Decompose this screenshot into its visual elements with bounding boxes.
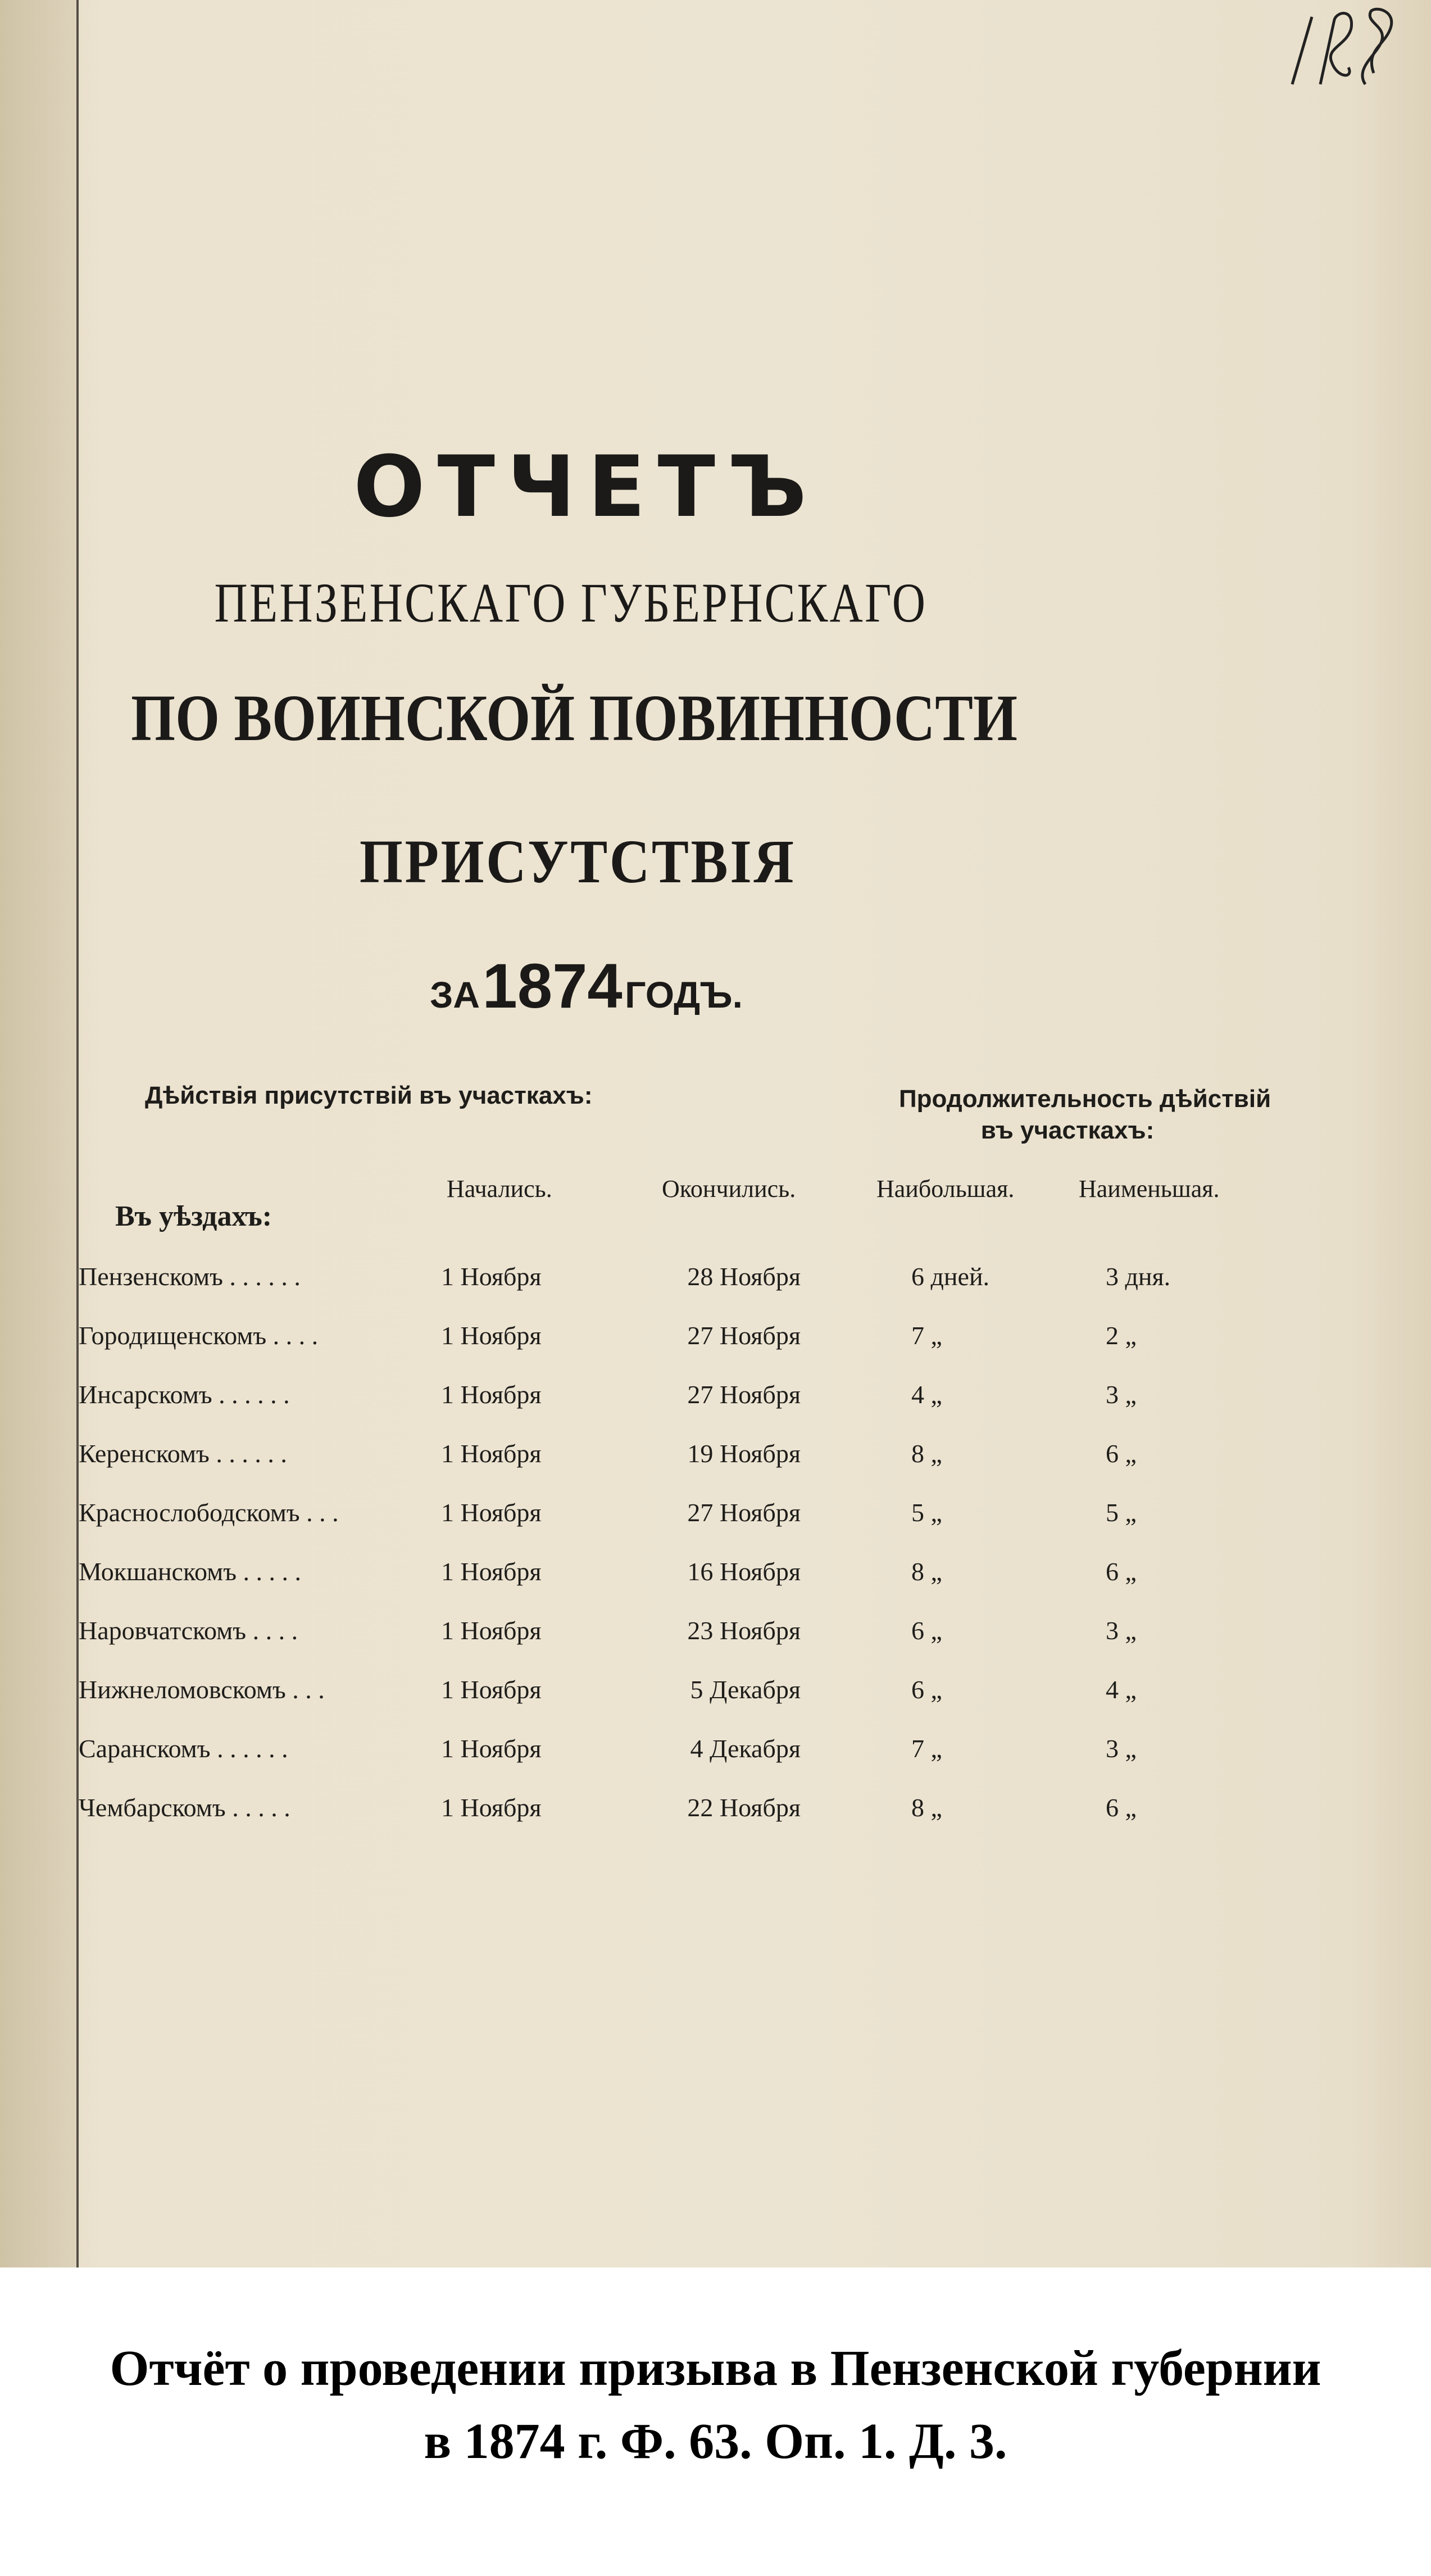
- start-date: 1 Ноября: [441, 1675, 542, 1704]
- caption-line-1: Отчёт о проведении призыва в Пензенской губернии: [110, 2341, 1321, 2396]
- start-date: 1 Ноября: [441, 1262, 542, 1291]
- longest-duration: 6 „: [911, 1675, 942, 1704]
- title-line-2: ПЕНЗЕНСКАГО ГУБЕРНСКАГО: [214, 572, 928, 634]
- end-date: 27 Ноября: [687, 1321, 801, 1350]
- district-name: Городищенскомъ . . . .: [79, 1321, 319, 1350]
- longest-duration: 8 „: [911, 1793, 942, 1822]
- districts-heading: Въ уѣздахъ:: [115, 1200, 272, 1232]
- duration-heading-line2: въ участкахъ:: [980, 1117, 1155, 1144]
- start-date: 1 Ноября: [441, 1321, 542, 1350]
- binding-edge-line: [76, 0, 79, 2267]
- end-date: 16 Ноября: [687, 1557, 801, 1586]
- table-row: [0, 1616, 1431, 1661]
- table-row: [0, 1262, 1431, 1307]
- district-name: Наровчатскомъ . . . .: [79, 1616, 298, 1645]
- shortest-duration: 5 „: [1106, 1498, 1137, 1527]
- district-name: Краснослободскомъ . . .: [79, 1498, 339, 1527]
- shortest-duration: 6 „: [1106, 1439, 1137, 1468]
- longest-duration: 7 „: [911, 1321, 942, 1350]
- actions-heading: Дѣйствія присутствій въ участкахъ:: [145, 1082, 593, 1109]
- title-line-4: ПРИСУТСТВІЯ: [359, 827, 796, 896]
- longest-duration: 5 „: [911, 1498, 942, 1527]
- district-name: Чембарскомъ . . . . .: [79, 1793, 290, 1822]
- shortest-duration: 3 „: [1106, 1380, 1137, 1409]
- column-header-shortest: Наименьшая.: [1079, 1175, 1220, 1203]
- longest-duration: 6 „: [911, 1616, 942, 1645]
- end-date: 22 Ноября: [687, 1793, 801, 1822]
- year-value: 1874: [482, 951, 623, 1021]
- end-date: 27 Ноября: [687, 1498, 801, 1527]
- binding-margin: [0, 0, 76, 2267]
- end-date: 4 Декабря: [690, 1734, 801, 1763]
- title-year-line: [0, 950, 1302, 1022]
- district-name: Инсарскомъ . . . . . .: [79, 1380, 290, 1409]
- table-row: [0, 1734, 1431, 1779]
- end-date: 28 Ноября: [687, 1262, 801, 1291]
- table-row: [0, 1321, 1431, 1366]
- district-name: Мокшанскомъ . . . . .: [79, 1557, 302, 1586]
- end-date: 23 Ноября: [687, 1616, 801, 1645]
- end-date: 19 Ноября: [687, 1439, 801, 1468]
- start-date: 1 Ноября: [441, 1498, 542, 1527]
- shortest-duration: 6 „: [1106, 1557, 1137, 1586]
- start-date: 1 Ноября: [441, 1616, 542, 1645]
- district-name: Пензенскомъ . . . . . .: [79, 1262, 301, 1291]
- caption-line-2: в 1874 г. Ф. 63. Оп. 1. Д. 3.: [424, 2414, 1007, 2469]
- longest-duration: 4 „: [911, 1380, 942, 1409]
- start-date: 1 Ноября: [441, 1380, 542, 1409]
- shortest-duration: 3 дня.: [1106, 1262, 1171, 1291]
- table-row: [0, 1557, 1431, 1602]
- start-date: 1 Ноября: [441, 1793, 542, 1822]
- year-prefix: ЗА: [430, 974, 480, 1015]
- column-header-longest: Наибольшая.: [876, 1175, 1015, 1203]
- district-name: Нижнеломовскомъ . . .: [79, 1675, 325, 1704]
- longest-duration: 8 „: [911, 1439, 942, 1468]
- shortest-duration: 3 „: [1106, 1734, 1137, 1763]
- folio-number-text: 188: [1281, 0, 1294, 8]
- end-date: 5 Декабря: [690, 1675, 801, 1704]
- district-name: Саранскомъ . . . . . .: [79, 1734, 288, 1763]
- year-suffix: ГОДЪ.: [625, 974, 743, 1015]
- shortest-duration: 2 „: [1106, 1321, 1137, 1350]
- shortest-duration: 6 „: [1106, 1793, 1137, 1822]
- archive-caption: [0, 2332, 1431, 2478]
- shortest-duration: 3 „: [1106, 1616, 1137, 1645]
- shortest-duration: 4 „: [1106, 1675, 1137, 1704]
- title-line-3: ПО ВОИНСКОЙ ПОВИННОСТИ: [131, 681, 1017, 755]
- table-row: [0, 1380, 1431, 1425]
- start-date: 1 Ноября: [441, 1439, 542, 1468]
- longest-duration: 7 „: [911, 1734, 942, 1763]
- title-report: ОТЧЕТЪ: [353, 438, 819, 536]
- duration-heading-line1: Продолжительность дѣйствій: [899, 1085, 1271, 1113]
- column-header-started: Начались.: [447, 1175, 552, 1203]
- district-name: Керенскомъ . . . . . .: [79, 1439, 287, 1468]
- folio-number-handwritten: [1281, 0, 1405, 90]
- longest-duration: 8 „: [911, 1557, 942, 1586]
- table-row: [0, 1498, 1431, 1543]
- start-date: 1 Ноября: [441, 1557, 542, 1586]
- longest-duration: 6 дней.: [911, 1262, 990, 1291]
- start-date: 1 Ноября: [441, 1734, 542, 1763]
- table-row: [0, 1439, 1431, 1484]
- end-date: 27 Ноября: [687, 1380, 801, 1409]
- table-row: [0, 1675, 1431, 1720]
- table-row: [0, 1793, 1431, 1838]
- column-header-ended: Окончились.: [662, 1175, 796, 1203]
- duration-heading: [899, 1083, 1271, 1146]
